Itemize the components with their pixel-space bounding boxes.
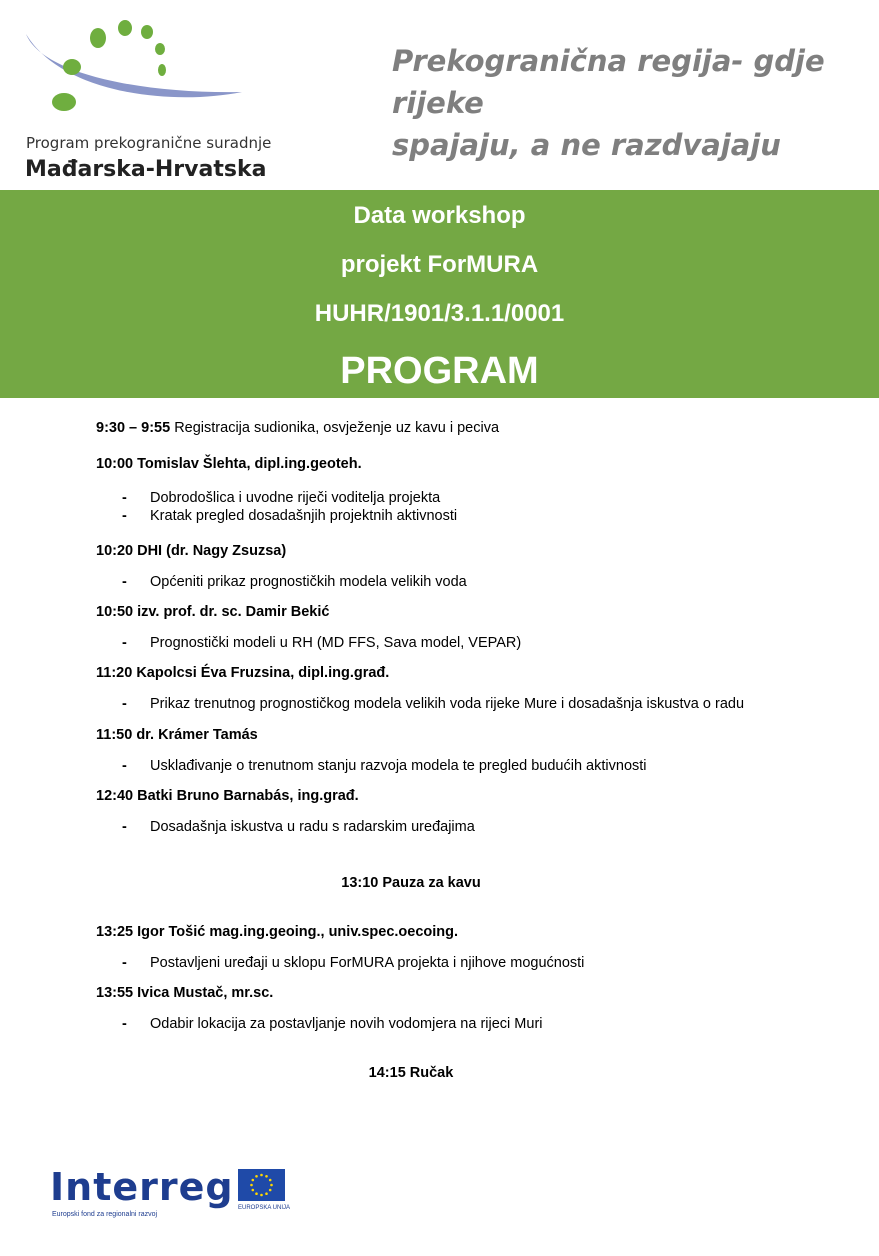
banner-project-code: HUHR/1901/3.1.1/0001 — [314, 300, 565, 327]
session-heading: 11:50 dr. Krámer Tamás — [96, 727, 258, 743]
fund-text: Europski fond za regionalni razvoj — [52, 1211, 158, 1218]
lunch: 14:15 Ručak — [368, 1065, 454, 1081]
list-item: - Prikaz trenutnog prognostičkog modela velikih voda rijeke Mure i dosadašnja iskustva o radu — [122, 696, 745, 712]
eu-flag-icon — [238, 1169, 285, 1201]
banner-program-heading: PROGRAM — [340, 350, 539, 392]
session-heading: 10:20 DHI (dr. Nagy Zsuzsa) — [96, 543, 287, 559]
session-heading: 10:00 Tomislav Šlehta, dipl.ing.geoteh. — [96, 456, 362, 472]
session-heading: 12:40 Batki Bruno Barnabás, ing.građ. — [96, 788, 359, 804]
program-logo-icon — [22, 14, 252, 129]
list-item: - Općeniti prikaz prognostičkih modela velikih voda — [122, 574, 467, 590]
list-item: - Postavljeni uređaji u sklopu ForMURA projekta i njihove mogućnosti — [122, 955, 585, 971]
footer-logos — [50, 1165, 310, 1225]
interreg-logo: Interreg — [50, 1165, 234, 1209]
list-item: - Prognostički modeli u RH (MD FFS, Sava model, VEPAR) — [122, 635, 522, 651]
session-heading: 11:20 Kapolcsi Éva Fruzsina, dipl.ing.građ. — [96, 665, 390, 681]
registration-time: 9:30 – 9:55 — [96, 420, 171, 436]
slogan-line-1: Prekogranična regija- gdje rijeke — [392, 44, 825, 120]
registration-text: Registracija sudionika, osvježenje uz kavu i peciva — [170, 420, 500, 436]
list-item: - Kratak pregled dosadašnjih projektnih aktivnosti — [122, 508, 458, 524]
program-logo — [22, 14, 272, 184]
banner-title: Data workshop — [353, 202, 526, 229]
session-heading: 13:25 Igor Tošić mag.ing.geoing., univ.spec.oecoing. — [96, 924, 459, 940]
list-item: - Odabir lokacija za postavljanje novih vodomjera na rijeci Muri — [122, 1016, 543, 1032]
slogan-line-2: spajaju, a ne razdvajaju — [392, 128, 781, 162]
list-item: - Usklađivanje o trenutnom stanju razvoja modela te pregled budućih aktivnosti — [122, 758, 647, 774]
banner-project: projekt ForMURA — [340, 251, 539, 278]
eu-label: EUROPSKA UNIJA — [238, 1205, 291, 1211]
list-item: - Dosadašnja iskustva u radu s radarskim uređajima — [122, 819, 475, 835]
session-heading: 10:50 izv. prof. dr. sc. Damir Bekić — [96, 604, 330, 620]
coffee-break: 13:10 Pauza za kavu — [341, 875, 481, 891]
logo-subtitle: Program prekograničnе suradnje — [26, 134, 272, 152]
slogan — [392, 40, 862, 166]
session-heading: 13:55 Ivica Mustač, mr.sc. — [96, 985, 274, 1001]
list-item: - Dobrodošlica i uvodne riječi voditelja projekta — [122, 490, 441, 506]
title-banner — [0, 190, 879, 398]
logo-name: Mađarska-Hrvatska — [25, 157, 267, 182]
registration-entry — [96, 420, 499, 436]
